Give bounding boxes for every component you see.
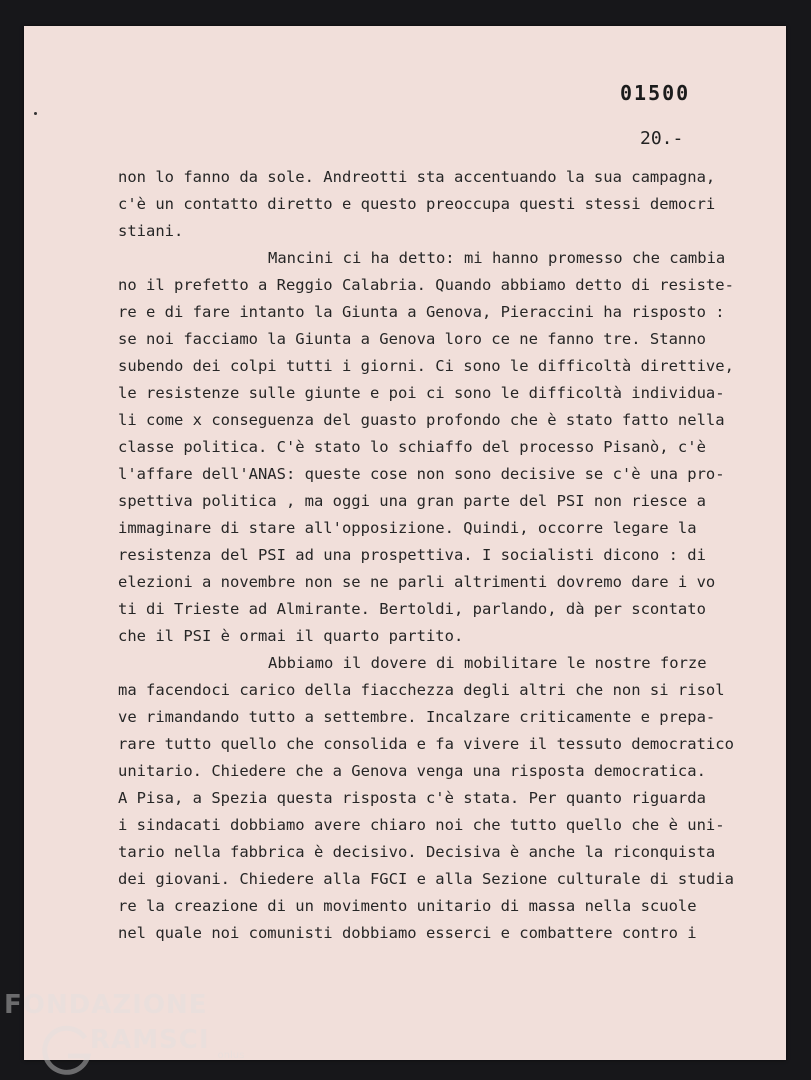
document-number: 01500 <box>620 81 691 105</box>
document-line: immaginare di stare all'opposizione. Quindi, occorre legare la <box>118 519 697 537</box>
document-line: no il prefetto a Reggio Calabria. Quando abbiamo detto di resiste- <box>118 276 734 294</box>
document-line: ve rimandando tutto a settembre. Incalzare criticamente e prepa- <box>118 708 716 726</box>
document-line: Abbiamo il dovere di mobilitare le nostre forze <box>268 654 707 672</box>
document-line: ma facendoci carico della fiacchezza degli altri che non si risol <box>118 681 725 699</box>
document-line: A Pisa, a Spezia questa risposta c'è stata. Per quanto riguarda <box>118 789 706 807</box>
document-line: tario nella fabbrica è decisivo. Decisiva è anche la riconquista <box>118 843 716 861</box>
document-line: se noi facciamo la Giunta a Genova loro ce ne fanno tre. Stanno <box>118 330 706 348</box>
document-line: unitario. Chiedere che a Genova venga una risposta democratica. <box>118 762 706 780</box>
document-line: l'affare dell'ANAS: queste cose non sono decisive se c'è una pro- <box>118 465 725 483</box>
document-line: le resistenze sulle giunte e poi ci sono le difficoltà individua- <box>118 384 725 402</box>
document-line: non lo fanno da sole. Andreotti sta accentuando la sua campagna, <box>118 168 716 186</box>
watermark-line1: FONDAZIONE <box>4 990 208 1020</box>
document-line: re e di fare intanto la Giunta a Genova, Pieraccini ha risposto : <box>118 303 725 321</box>
watermark-onlus: onlus <box>217 1049 245 1061</box>
document-line: re la creazione di un movimento unitario di massa nella scuole <box>118 897 697 915</box>
page-number: 20.- <box>640 128 684 149</box>
document-line: c'è un contatto diretto e questo preoccupa questi stessi democri <box>118 195 716 213</box>
typed-document-page <box>24 26 786 1060</box>
watermark-line2: RAMSCI <box>90 1025 210 1055</box>
document-line: dei giovani. Chiedere alla FGCI e alla Sezione culturale di studia <box>118 870 734 888</box>
document-line: resistenza del PSI ad una prospettiva. I socialisti dicono : di <box>118 546 706 564</box>
document-line: li come x conseguenza del guasto profondo che è stato fatto nella <box>118 411 725 429</box>
document-line: che il PSI è ormai il quarto partito. <box>118 627 464 645</box>
fondazione-gramsci-watermark <box>4 990 244 1080</box>
document-line: nel quale noi comunisti dobbiamo esserci e combattere contro i <box>118 924 697 942</box>
document-line: elezioni a novembre non se ne parli altrimenti dovremo dare i vo <box>118 573 716 591</box>
document-line: stiani. <box>118 222 184 240</box>
document-line: subendo dei colpi tutti i giorni. Ci sono le difficoltà direttive, <box>118 357 734 375</box>
gramsci-g-logo-icon <box>38 1022 96 1080</box>
document-line: ti di Trieste ad Almirante. Bertoldi, parlando, dà per scontato <box>118 600 706 618</box>
document-body <box>118 164 758 947</box>
dust-mark <box>34 112 37 115</box>
document-line: classe politica. C'è stato lo schiaffo del processo Pisanò, c'è <box>118 438 706 456</box>
document-line: spettiva politica , ma oggi una gran parte del PSI non riesce a <box>118 492 706 510</box>
document-line: Mancini ci ha detto: mi hanno promesso che cambia <box>268 249 726 267</box>
document-line: i sindacati dobbiamo avere chiaro noi che tutto quello che è uni- <box>118 816 725 834</box>
document-line: rare tutto quello che consolida e fa vivere il tessuto democratico <box>118 735 734 753</box>
